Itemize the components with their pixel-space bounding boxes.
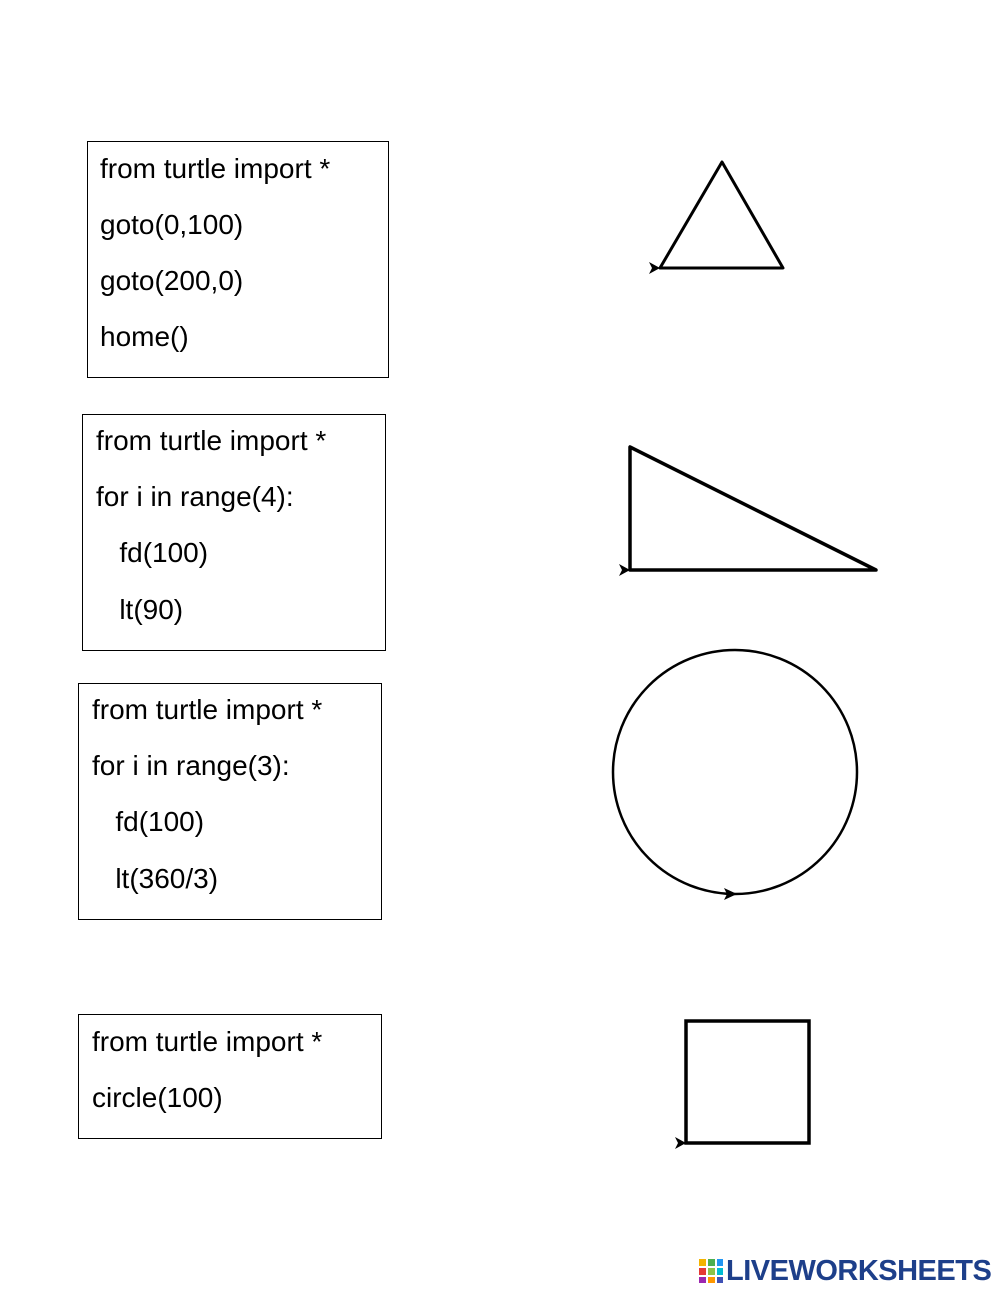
code-box-1 xyxy=(87,141,389,378)
code-line: for i in range(3): xyxy=(92,750,290,781)
code-line: from turtle import * xyxy=(100,153,331,184)
code-box-4 xyxy=(78,1014,382,1139)
code-line: from turtle import * xyxy=(92,1026,323,1057)
code-line: from turtle import * xyxy=(92,694,323,725)
circle-shape xyxy=(600,640,870,905)
code-line: goto(200,0) xyxy=(100,265,244,296)
code-line: goto(0,100) xyxy=(100,209,244,240)
triangle-shape xyxy=(640,150,800,280)
code-line: fd(100) xyxy=(96,537,209,568)
turtle-arrow-icon xyxy=(649,262,660,274)
code-line: lt(360/3) xyxy=(92,863,219,894)
code-line: fd(100) xyxy=(92,806,205,837)
code-line: circle(100) xyxy=(92,1082,223,1113)
code-box-2 xyxy=(82,414,386,651)
code-line: for i in range(4): xyxy=(96,481,294,512)
right-triangle-shape xyxy=(610,440,890,585)
square-shape xyxy=(670,1010,820,1155)
liveworksheets-logo xyxy=(698,1254,991,1288)
liveworksheets-mark-icon xyxy=(698,1258,724,1284)
logo-text: LIVEWORKSHEETS xyxy=(726,1254,992,1287)
code-line: home() xyxy=(100,321,189,352)
code-line: from turtle import * xyxy=(96,425,327,456)
code-line: lt(90) xyxy=(96,594,184,625)
code-box-3 xyxy=(78,683,382,920)
